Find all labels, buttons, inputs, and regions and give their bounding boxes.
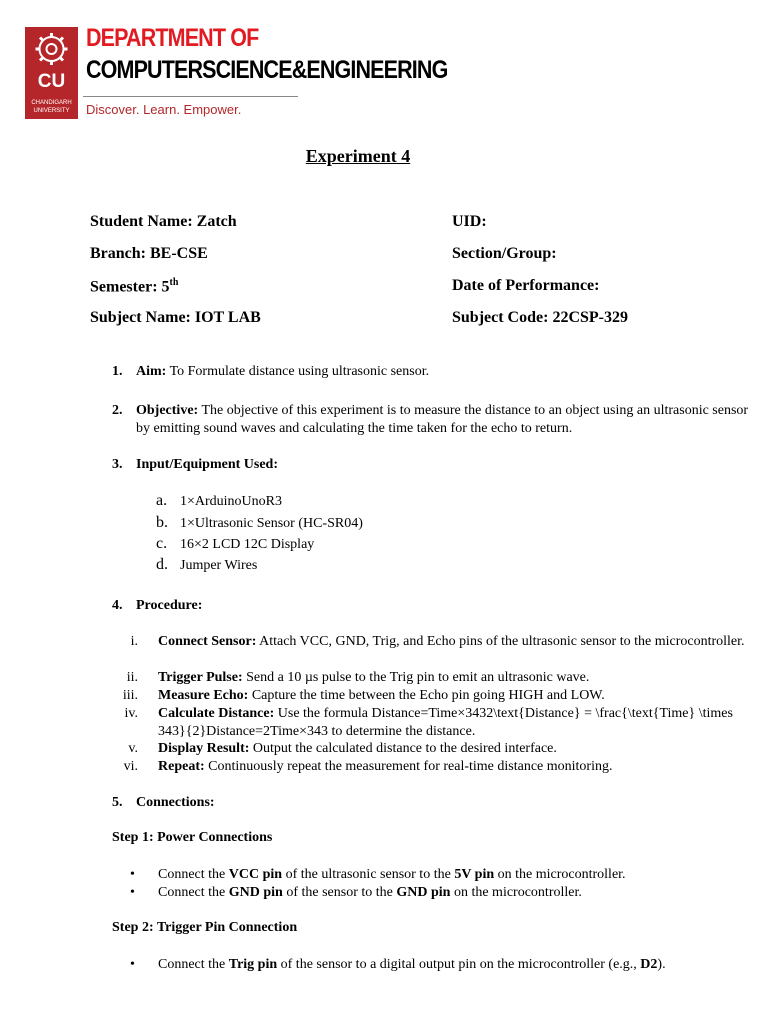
bullet-icon: •: [130, 957, 135, 972]
department-title-line2: COMPUTERSCIENCE&ENGINEERING: [86, 56, 448, 84]
subject-name: Subject Name: IOT LAB: [90, 309, 261, 326]
aim-label: Aim:: [136, 364, 167, 379]
list-item: • Connect the VCC pin of the ultrasonic sensor to the 5V pin on the microcontroller.: [130, 867, 626, 882]
logo-subtext-1: CHANDIGARH: [31, 100, 72, 106]
semester: [90, 277, 178, 296]
connections-number: 5.: [112, 795, 123, 810]
equipment-item: c. 16×2 LCD 12C Display: [156, 535, 315, 552]
step2-title: Step 2: Trigger Pin Connection: [112, 920, 298, 935]
connections-heading: [112, 794, 215, 812]
equipment-label: Input/Equipment Used:: [136, 457, 278, 472]
list-item: • Connect the Trig pin of the sensor to a digital output pin on the microcontroller (e.g., D2).: [130, 957, 666, 972]
bullet-icon: •: [130, 867, 135, 882]
experiment-title: Experiment 4: [305, 146, 411, 166]
objective-section: [136, 402, 756, 438]
procedure-label: Procedure:: [136, 598, 203, 613]
objective-label: Objective:: [136, 403, 199, 418]
subject-code: Subject Code: 22CSP-329: [452, 309, 628, 326]
procedure-heading: [112, 597, 202, 615]
equipment-item: d. Jumper Wires: [156, 556, 258, 573]
section-group: Section/Group:: [452, 245, 557, 262]
student-name: Student Name: Zatch: [90, 213, 237, 230]
header-divider: [83, 96, 298, 97]
objective-number: 2.: [112, 403, 123, 418]
equipment-heading: [112, 456, 278, 474]
objective-text: The objective of this experiment is to measure the distance to an object using an ultrasonic sensor by emitting sound waves and calculating the time taken for the echo to return.: [136, 403, 749, 436]
semester-text: Semester: 5: [90, 278, 170, 296]
aim-text: To Formulate distance using ultrasonic sensor.: [166, 364, 430, 379]
procedure-number: 4.: [112, 598, 123, 613]
bullet-icon: •: [130, 885, 135, 900]
semester-sup: th: [169, 277, 179, 288]
equipment-item: a. 1×ArduinoUnoR3: [156, 492, 283, 509]
equipment-item: b. 1×Ultrasonic Sensor (HC-SR04): [156, 514, 363, 531]
branch: Branch: BE-CSE: [90, 245, 208, 262]
connections-label: Connections:: [136, 795, 215, 810]
department-title-line1: DEPARTMENT OF: [86, 24, 259, 52]
logo-subtext-2: UNIVERSITY: [33, 108, 70, 114]
step1-title: Step 1: Power Connections: [112, 830, 273, 845]
equipment-number: 3.: [112, 457, 123, 472]
aim-number: 1.: [112, 364, 123, 379]
university-logo: [25, 27, 78, 119]
uid: UID:: [452, 213, 487, 230]
list-item: • Connect the GND pin of the sensor to the GND pin on the microcontroller.: [130, 885, 582, 900]
logo-text: CU: [37, 71, 66, 92]
tagline: Discover. Learn. Empower.: [86, 102, 242, 117]
aim-section: [112, 363, 429, 381]
date-of-performance: Date of Performance:: [452, 277, 600, 294]
